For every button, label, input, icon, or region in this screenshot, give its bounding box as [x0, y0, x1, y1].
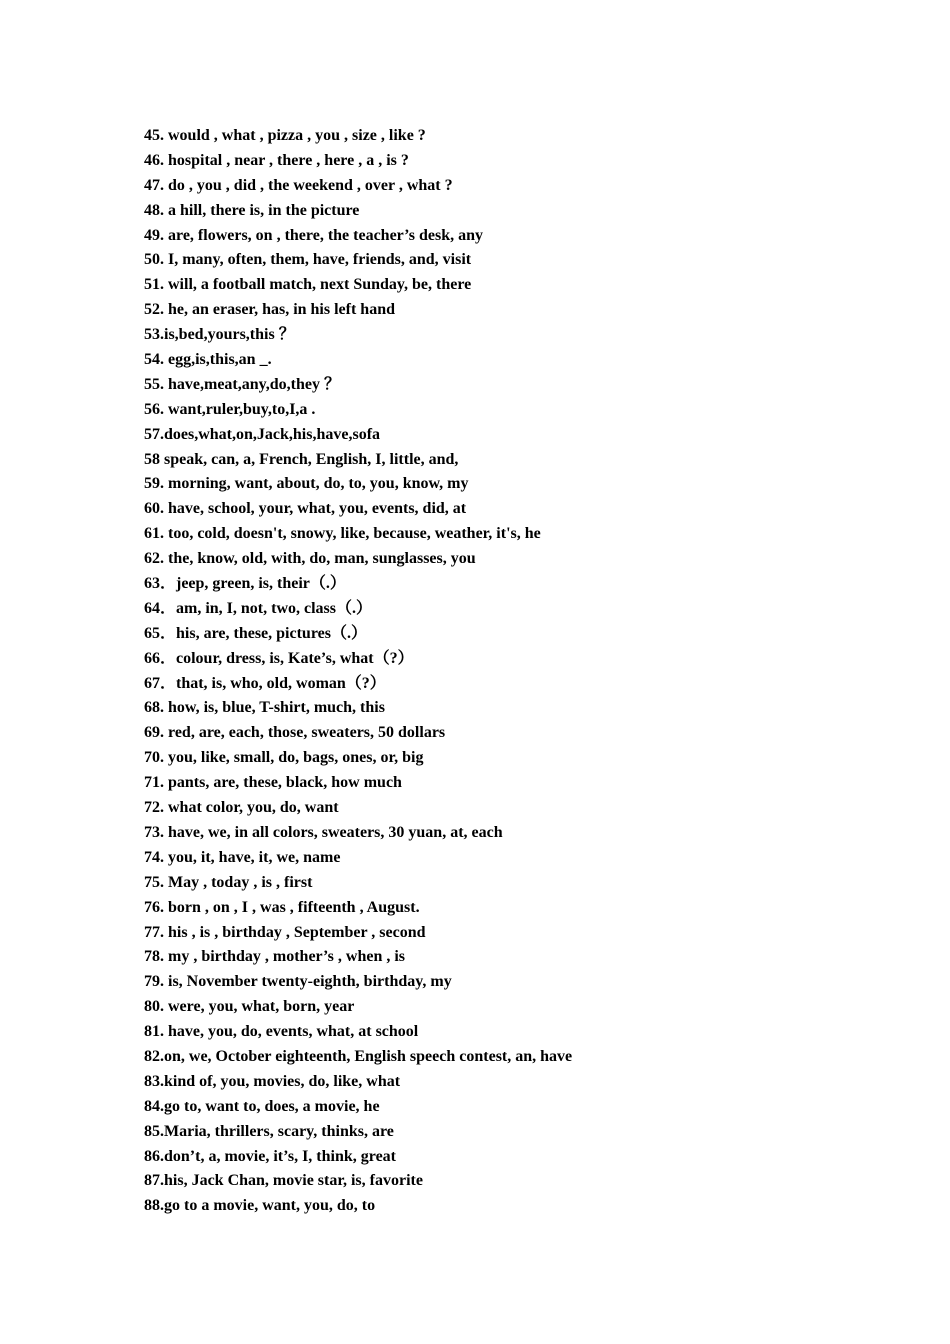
question-item: 69. red, are, each, those, sweaters, 50 dollars: [144, 724, 446, 742]
question-item: 46. hospital , near , there , here , a , is ?: [144, 151, 409, 169]
question-item: 62. the, know, old, with, do, man, sunglasses, you: [144, 550, 476, 568]
question-item: 59. morning, want, about, do, to, you, know, my: [144, 475, 469, 493]
question-item: 79. is, November twenty-eighth, birthday, my: [144, 973, 452, 991]
question-item: 67．that, is, who, old, woman（?）: [144, 674, 386, 692]
question-item: 82.on, we, October eighteenth, English speech contest, an, have: [144, 1047, 573, 1065]
question-item: 64．am, in, I, not, two, class（.）: [144, 599, 373, 617]
question-item: 68. how, is, blue, T-shirt, much, this: [144, 699, 385, 717]
question-item: 65．his, are, these, pictures（.）: [144, 624, 367, 642]
question-item: 88.go to a movie, want, you, do, to: [144, 1197, 376, 1215]
question-item: 75. May , today , is , first: [144, 873, 313, 891]
question-item: 85.Maria, thrillers, scary, thinks, are: [144, 1122, 394, 1140]
question-item: 61. too, cold, doesn't, snowy, like, because, weather, it's, he: [144, 525, 541, 543]
question-item: 71. pants, are, these, black, how much: [144, 774, 402, 792]
question-item: 57.does,what,on,Jack,his,have,sofa: [144, 425, 381, 443]
question-item: 78. my , birthday , mother’s , when , is: [144, 948, 406, 966]
question-item: 45. would , what , pizza , you , size , like ?: [144, 127, 426, 144]
question-item: 56. want,ruler,buy,to,I,a .: [144, 400, 316, 418]
question-item: 80. were, you, what, born, year: [144, 998, 355, 1016]
question-item: 81. have, you, do, events, what, at school: [144, 1023, 419, 1041]
question-item: 83.kind of, you, movies, do, like, what: [144, 1072, 401, 1090]
question-item: 70. you, like, small, do, bags, ones, or, big: [144, 749, 424, 767]
question-item: 60. have, school, your, what, you, events, did, at: [144, 500, 467, 518]
question-item: 50. I, many, often, them, have, friends, and, visit: [144, 251, 472, 269]
question-item: 87.his, Jack Chan, movie star, is, favorite: [144, 1172, 423, 1190]
question-item: 52. he, an eraser, has, in his left hand: [144, 301, 395, 319]
question-item: 84.go to, want to, does, a movie, he: [144, 1097, 380, 1115]
question-list: [144, 124, 572, 1219]
question-item: 54. egg,is,this,an _.: [144, 351, 272, 369]
question-item: 77. his , is , birthday , September , second: [144, 923, 426, 941]
question-item: 66．colour, dress, is, Kate’s, what（?）: [144, 649, 414, 667]
question-item: 73. have, we, in all colors, sweaters, 30 yuan, at, each: [144, 823, 503, 841]
question-item: 63．jeep, green, is, their（.）: [144, 575, 346, 593]
question-item: 48. a hill, there is, in the picture: [144, 201, 360, 219]
question-item: 76. born , on , I , was , fifteenth , August.: [144, 898, 420, 916]
question-item: 55. have,meat,any,do,they ？: [144, 375, 341, 393]
question-item: 58 speak, can, a, French, English, I, little, and,: [144, 450, 459, 468]
question-item: 53.is,bed,yours,this ？: [144, 326, 295, 344]
question-item: 47. do , you , did , the weekend , over , what ?: [144, 176, 453, 194]
question-item: 51. will, a football match, next Sunday, be, there: [144, 276, 472, 294]
question-item: 49. are, flowers, on , there, the teacher’s desk, any: [144, 226, 484, 244]
question-item: 74. you, it, have, it, we, name: [144, 848, 341, 866]
question-item: 86.don’t, a, movie, it’s, I, think, great: [144, 1147, 396, 1165]
question-item: 72. what color, you, do, want: [144, 799, 339, 817]
